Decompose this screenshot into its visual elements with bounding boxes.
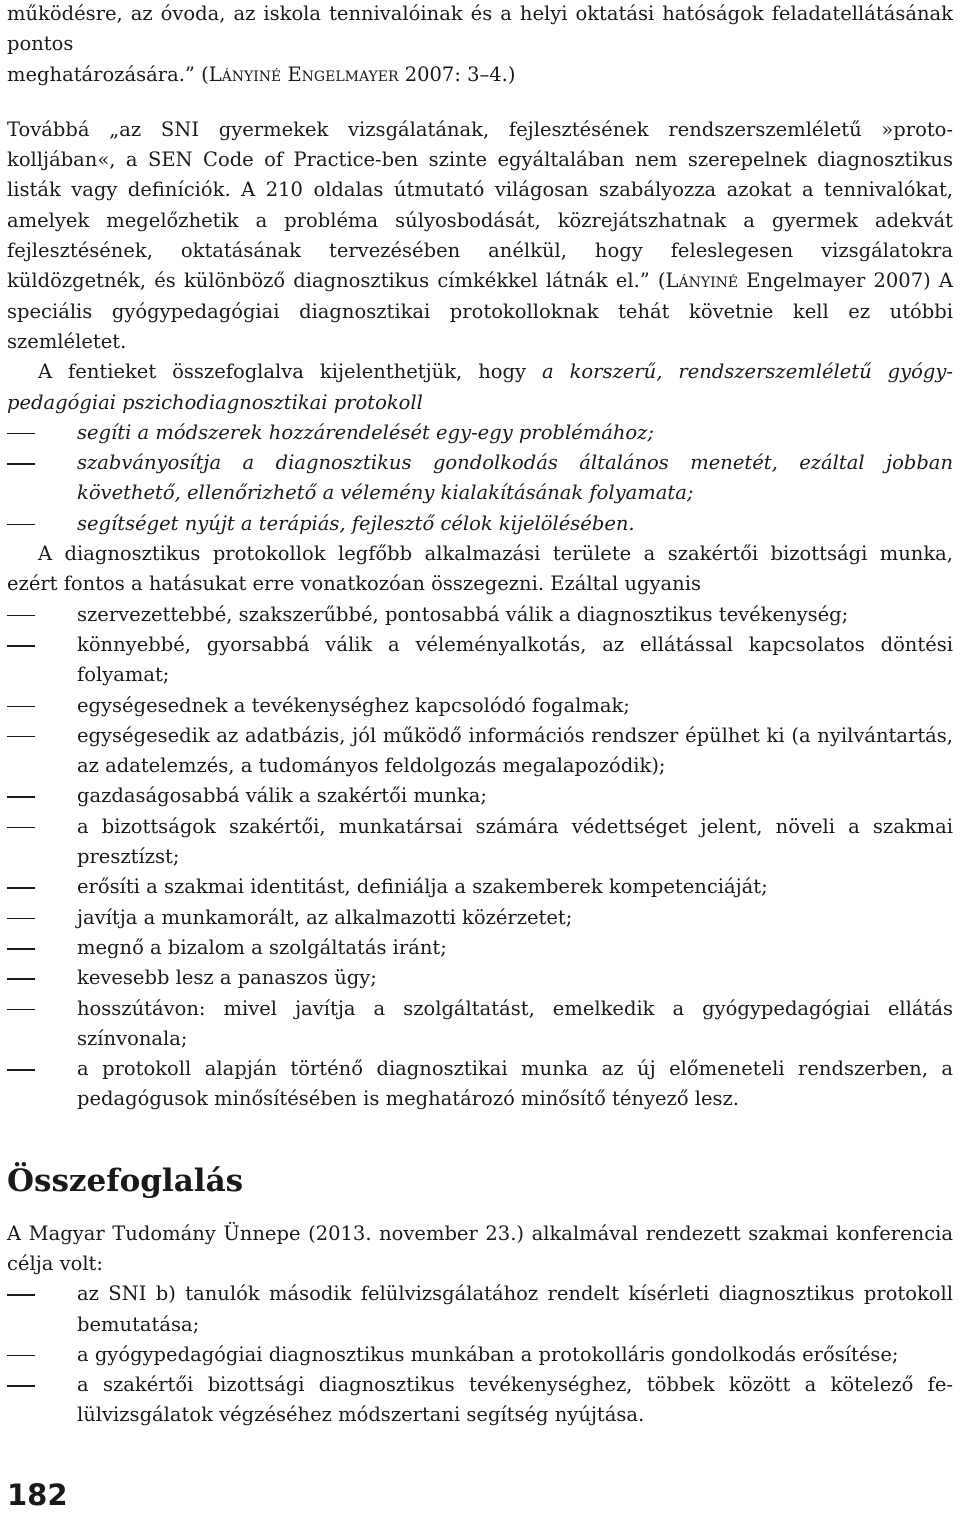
continued-paragraph: működésre, az óvoda, az iskola tennivalóinak és a helyi oktatási hatóságok feladatellátásának pontos meghatározására.” (Lányiné Engelmayer 2007: 3–4.) bbox=[7, 2, 953, 86]
document-page bbox=[7, 0, 953, 1431]
list-item: hosszútávon: mivel javítja a szolgáltatást, emelkedik a gyógypedagógiai ellátás színvonala; bbox=[7, 994, 953, 1055]
conference-goals-list bbox=[7, 1279, 953, 1430]
list-item: a szakértői bizottsági diagnosztikus tevékenységhez, többek között a kötelező felülvizsgálatok végzéséhez módszertani segítség nyújtása. bbox=[7, 1370, 953, 1431]
list-item: javítja a munkamorált, az alkalmazotti közérzetet; bbox=[7, 903, 953, 933]
list-item: egységesednek a tevékenységhez kapcsolódó fogalmak; bbox=[7, 691, 953, 721]
page-number: 182 bbox=[7, 1478, 68, 1512]
list-item: segíti a módszerek hozzárendelését egy-egy problémához; bbox=[7, 418, 953, 448]
author-citation: Lányiné Engelmayer bbox=[208, 62, 399, 86]
paragraph-sen-code: Továbbá „az SNI gyermekek vizsgálatának, fejlesztésének rendszerszemléletű »protokolljában«, a SEN Code of Practice-ben szinte egyáltalában nem szerepelnek diagnosztikus listák vagy definíciók. A 210 oldalas útmutató világosan szabályozza azokat a tennivalókat, amelyek megelőzhetik a probléma súlyosbodását, közrejátszhatnak a gyermek adekvát fejlesztésének, oktatásának tervezésében anélkül, hogy feleslegesen vizsgálatokra küldözgetnék, és különböző diagnosztikus címkékkel látnák el.” (Lányiné Engelmayer 2007) A speciális gyógypedagógiai diagnosztikai protokolloknak tehát követnie kell ez utóbbi szemléletet. bbox=[7, 117, 953, 353]
list-item: erősíti a szakmai identitást, definiálja a szakemberek kompetenciáját; bbox=[7, 872, 953, 902]
paragraph-conference: A Magyar Tudomány Ünnepe (2013. november 23.) alkalmával rendezett szakmai konferencia célja volt: bbox=[7, 1221, 953, 1275]
list-item: az SNI b) tanulók második felülvizsgálatához rendelt kísérleti diagnosztikus protokoll bemutatása; bbox=[7, 1279, 953, 1340]
paragraph-expert-committee: A diagnosztikus protokollok legfőbb alkalmazási területe a szakértői bizottsági munka, ezért fontos a hatásukat erre vonatkozóan összegezni. Ezáltal ugyanis bbox=[7, 542, 953, 596]
list-item: megnő a bizalom a szolgáltatás iránt; bbox=[7, 933, 953, 963]
list-item: könnyebbé, gyorsabbá válik a véleményalkotás, az ellátással kapcsolatos döntési folyamat; bbox=[7, 630, 953, 691]
list-item: egységesedik az adatbázis, jól működő információs rendszer épülhet ki (a nyilvántartás, az adatelemzés, a tudományos feldolgozás megalapozódik); bbox=[7, 721, 953, 782]
list-item: szervezettebbé, szakszerűbbé, pontosabbá válik a diagnosztikus tevékenység; bbox=[7, 600, 953, 630]
list-item: segítséget nyújt a terápiás, fejlesztő célok kijelölésében. bbox=[7, 509, 953, 539]
list-item: szabványosítja a diagnosztikus gondolkodás általános menetét, ezáltal jobban követhető, ellenőrizhető a vélemény kialakításának folyamata; bbox=[7, 448, 953, 509]
effects-list bbox=[7, 600, 953, 1115]
protocol-benefits-list bbox=[7, 418, 953, 539]
list-item: a protokoll alapján történő diagnosztikai munka az új előmeneteli rendszerben, a pedagógusok minősítésében is meghatározó minősítő tényező lesz. bbox=[7, 1054, 953, 1115]
italic-emphasis: a korszerű, rendszerszemléletű gyógypedagógiai pszichodiagnosztikai protokoll bbox=[7, 360, 953, 414]
author-citation: Lányiné bbox=[665, 269, 739, 293]
list-item: kevesebb lesz a panaszos ügy; bbox=[7, 963, 953, 993]
list-item: a gyógypedagógiai diagnosztikus munkában a protokolláris gondolkodás erősítése; bbox=[7, 1340, 953, 1370]
section-heading: Összefoglalás bbox=[7, 1162, 244, 1199]
list-item: gazdaságosabbá válik a szakértői munka; bbox=[7, 781, 953, 811]
paragraph-summary-protocol: A fentieket összefoglalva kijelenthetjük, hogy a korszerű, rendszerszemléletű gyógypedagógiai pszichodiagnosztikai protokoll bbox=[7, 360, 953, 414]
continued-line-1: működésre, az óvoda, az iskola tennivalóinak és a helyi oktatási hatóságok feladatellátásának pontos bbox=[7, 2, 953, 56]
list-item: a bizottságok szakértői, munkatársai számára védettséget jelent, növeli a szakmai presztízst; bbox=[7, 812, 953, 873]
